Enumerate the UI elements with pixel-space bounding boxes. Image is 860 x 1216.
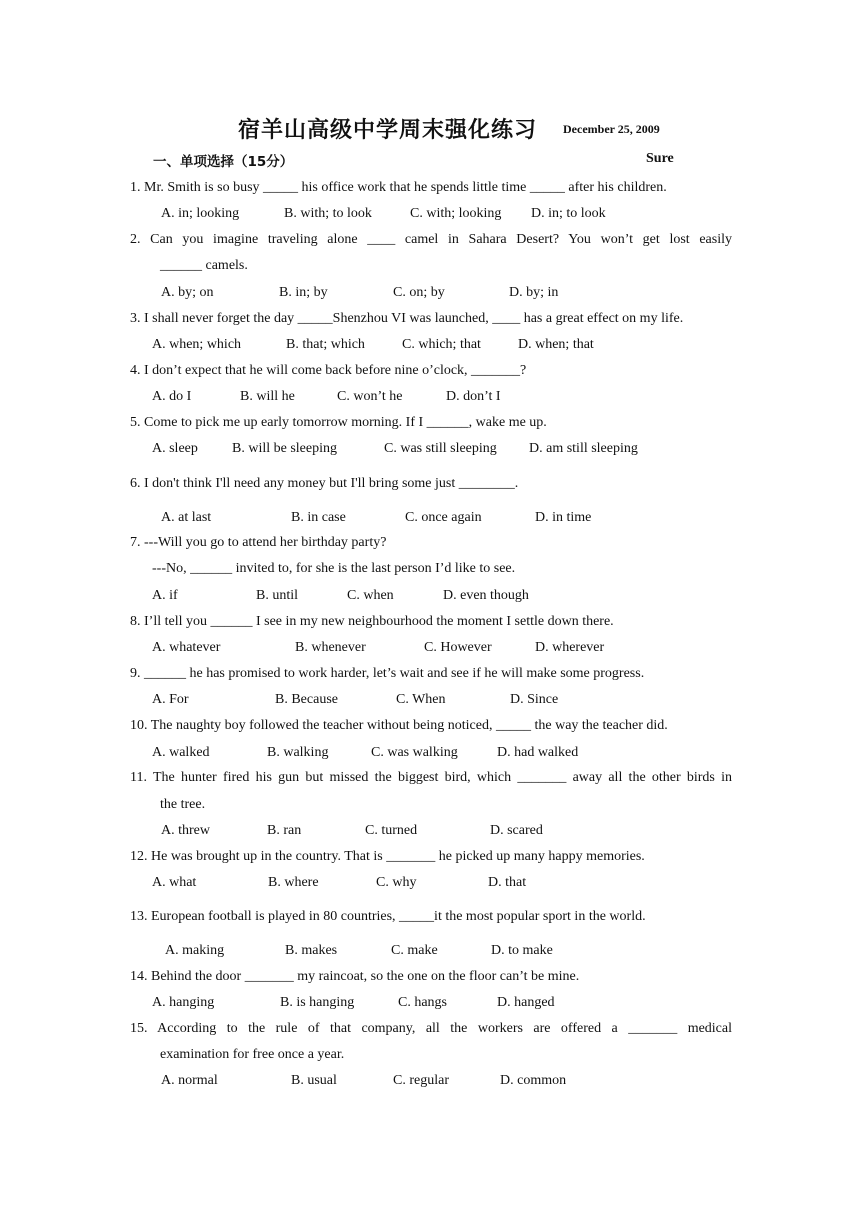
- question-6-option-d: D. in time: [535, 510, 592, 525]
- page-title: 宿羊山高级中学周末强化练习: [238, 118, 538, 143]
- question-1-option-a: A. in; looking: [161, 206, 240, 221]
- question-15-option-c: C. regular: [393, 1073, 449, 1088]
- question-4-option-d: D. don’t I: [446, 389, 501, 404]
- question-13-option-b: B. makes: [285, 943, 338, 958]
- question-3-stem: 3. I shall never forget the day _____Shenzhou VI was launched, ____ has a great effect on my life.: [130, 311, 684, 326]
- question-5-option-a: A. sleep: [152, 441, 198, 456]
- question-15-stem: 15. According to the rule of that company, all the workers are offered a _______ medical: [130, 1021, 732, 1036]
- question-9-option-a: A. For: [152, 692, 189, 707]
- question-7-stem-continued: ---No, ______ invited to, for she is the last person I’d like to see.: [152, 561, 516, 576]
- question-11-option-d: D. scared: [490, 823, 543, 838]
- question-2-stem: 2. Can you imagine traveling alone ____ camel in Sahara Desert? You won’t get lost easily: [130, 232, 732, 247]
- question-12-option-d: D. that: [488, 875, 527, 890]
- question-9-stem: 9. ______ he has promised to work harder, let’s wait and see if he will make some progress.: [130, 666, 645, 681]
- question-15-stem-continued: examination for free once a year.: [160, 1047, 345, 1062]
- question-8-option-c: C. However: [424, 640, 492, 655]
- question-7-stem: 7. ---Will you go to attend her birthday party?: [130, 535, 387, 550]
- question-11-option-a: A. threw: [161, 823, 210, 838]
- question-2-option-b: B. in; by: [279, 285, 328, 300]
- question-12-stem: 12. He was brought up in the country. That is _______ he picked up many happy memories.: [130, 849, 645, 864]
- question-12-option-a: A. what: [152, 875, 197, 890]
- question-6-option-a: A. at last: [161, 510, 212, 525]
- question-1-option-b: B. with; to look: [284, 206, 372, 221]
- question-2-option-a: A. by; on: [161, 285, 214, 300]
- question-4-option-a: A. do I: [152, 389, 192, 404]
- question-1-option-d: D. in; to look: [531, 206, 606, 221]
- question-10-option-d: D. had walked: [497, 745, 579, 760]
- header: [0, 113, 860, 145]
- question-14-option-c: C. hangs: [398, 995, 447, 1010]
- question-7-option-c: C. when: [347, 588, 394, 603]
- question-7-option-a: A. if: [152, 588, 178, 603]
- question-12-option-c: C. why: [376, 875, 417, 890]
- question-8-option-a: A. whatever: [152, 640, 221, 655]
- question-2-option-d: D. by; in: [509, 285, 559, 300]
- question-3-option-a: A. when; which: [152, 337, 242, 352]
- question-11-stem: 11. The hunter fired his gun but missed the biggest bird, which _______ away all the other birds in: [130, 770, 732, 785]
- question-1-stem: 1. Mr. Smith is so busy _____ his office work that he spends little time _____ after his children.: [130, 180, 667, 195]
- question-10-stem: 10. The naughty boy followed the teacher without being noticed, _____ the way the teacher did.: [130, 718, 668, 733]
- question-14-stem: 14. Behind the door _______ my raincoat, so the one on the floor can’t be mine.: [130, 969, 580, 984]
- question-5-option-d: D. am still sleeping: [529, 441, 638, 456]
- question-1-option-c: C. with; looking: [410, 206, 502, 221]
- question-15-option-a: A. normal: [161, 1073, 218, 1088]
- question-3-option-c: C. which; that: [402, 337, 481, 352]
- question-4-stem: 4. I don’t expect that he will come back before nine o’clock, _______?: [130, 363, 527, 378]
- question-9-option-d: D. Since: [510, 692, 559, 707]
- sure-label: Sure: [646, 151, 674, 166]
- question-13-option-c: C. make: [391, 943, 438, 958]
- question-12-option-b: B. where: [268, 875, 319, 890]
- exam-date: December 25, 2009: [563, 122, 660, 136]
- question-9-option-b: B. Because: [275, 692, 338, 707]
- question-8-option-d: D. wherever: [535, 640, 605, 655]
- question-14-option-d: D. hanged: [497, 995, 555, 1010]
- question-6-option-b: B. in case: [291, 510, 346, 525]
- question-7-option-d: D. even though: [443, 588, 529, 603]
- question-8-option-b: B. whenever: [295, 640, 366, 655]
- question-14-option-a: A. hanging: [152, 995, 215, 1010]
- question-2-stem-continued: ______ camels.: [160, 258, 248, 273]
- question-14-option-b: B. is hanging: [280, 995, 355, 1010]
- question-15-option-b: B. usual: [291, 1073, 337, 1088]
- question-9-option-c: C. When: [396, 692, 446, 707]
- question-6-option-c: C. once again: [405, 510, 482, 525]
- section-title: 一、单项选择（15分）: [153, 154, 294, 170]
- question-4-option-b: B. will he: [240, 389, 295, 404]
- question-11-option-c: C. turned: [365, 823, 418, 838]
- question-11-option-b: B. ran: [267, 823, 302, 838]
- question-10-option-b: B. walking: [267, 745, 329, 760]
- question-8-stem: 8. I’ll tell you ______ I see in my new neighbourhood the moment I settle down there.: [130, 614, 614, 629]
- question-15-option-d: D. common: [500, 1073, 567, 1088]
- question-13-stem: 13. European football is played in 80 countries, _____it the most popular sport in the world.: [130, 909, 646, 924]
- question-3-option-d: D. when; that: [518, 337, 594, 352]
- section-header: [0, 150, 860, 170]
- question-13-option-d: D. to make: [491, 943, 553, 958]
- question-5-option-b: B. will be sleeping: [232, 441, 337, 456]
- question-11-stem-continued: the tree.: [160, 797, 206, 812]
- question-5-stem: 5. Come to pick me up early tomorrow morning. If I ______, wake me up.: [130, 415, 547, 430]
- question-6-stem: 6. I don't think I'll need any money but I'll bring some just ________.: [130, 476, 519, 491]
- question-10-option-a: A. walked: [152, 745, 210, 760]
- question-7-option-b: B. until: [256, 588, 299, 603]
- question-4-option-c: C. won’t he: [337, 389, 403, 404]
- question-3-option-b: B. that; which: [286, 337, 365, 352]
- question-2-option-c: C. on; by: [393, 285, 445, 300]
- question-5-option-c: C. was still sleeping: [384, 441, 497, 456]
- question-10-option-c: C. was walking: [371, 745, 458, 760]
- question-13-option-a: A. making: [165, 943, 225, 958]
